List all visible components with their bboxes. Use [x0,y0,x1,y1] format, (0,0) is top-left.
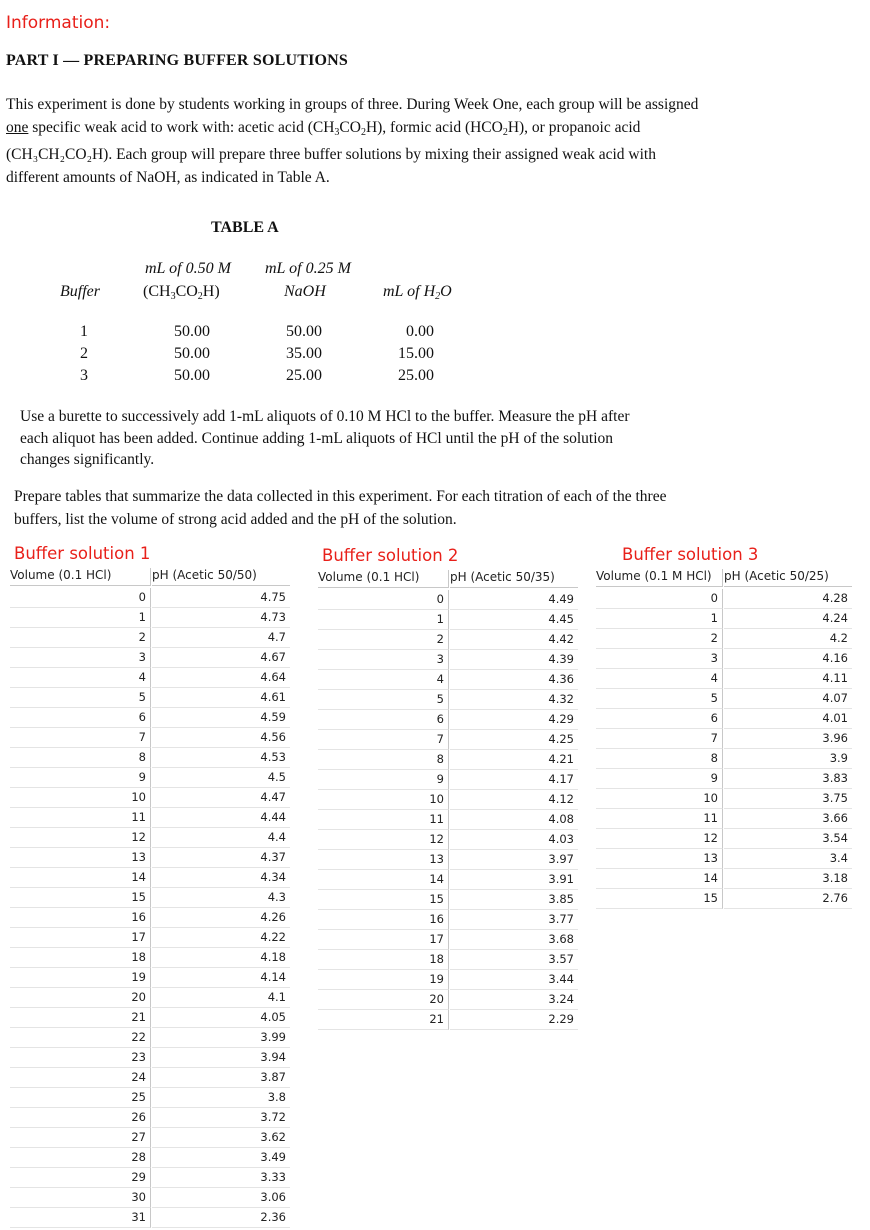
buffer-2-volume-cell: 16 [318,910,449,930]
buffer-2-ph-cell: 4.42 [450,630,578,650]
table-a-naoh-header-line1: mL of 0.25 M [265,260,351,277]
buffer-3-ph-cell: 3.54 [724,829,852,849]
table-a-cell-naoh: 25.00 [286,367,322,384]
buffer-1-ph-cell: 2.36 [152,1208,290,1228]
buffer-2-volume-cell: 3 [318,650,449,670]
buffer-3-volume-cell: 1 [596,609,723,629]
buffer-3-ph-cell: 4.11 [724,669,852,689]
table-a-cell-buffer: 3 [80,367,88,384]
buffer-1-volume-cell: 30 [10,1188,151,1208]
buffer-1-volume-cell: 26 [10,1108,151,1128]
table-a-cell-naoh: 35.00 [286,345,322,362]
information-label: Information: [6,13,111,33]
buffer-2-volume-cell: 18 [318,950,449,970]
buffer-2-volume-cell: 12 [318,830,449,850]
buffer-1-ph-cell: 4.44 [152,808,290,828]
buffer-1-ph-cell: 4.3 [152,888,290,908]
buffer-2-ph-cell: 4.45 [450,610,578,630]
buffer-2-ph-cell: 3.44 [450,970,578,990]
buffer-3-volume-cell: 3 [596,649,723,669]
buffer-1-volume-cell: 23 [10,1048,151,1068]
buffer-1-ph-cell: 4.37 [152,848,290,868]
buffer-1-volume-cell: 18 [10,948,151,968]
buffer-1-title: Buffer solution 1 [14,544,151,563]
buffer-1-ph-cell: 4.05 [152,1008,290,1028]
table-a-buffer-header: Buffer [60,283,100,300]
buffer-1-ph-header: pH (Acetic 50/50) [152,568,290,586]
buffer-3-volume-header: Volume (0.1 M HCl) [596,569,723,587]
buffer-1-volume-cell: 3 [10,648,151,668]
buffer-1-volume-cell: 7 [10,728,151,748]
buffer-2-ph-cell: 2.29 [450,1010,578,1030]
buffer-2-volume-cell: 20 [318,990,449,1010]
buffer-2-volume-cell: 2 [318,630,449,650]
buffer-1-volume-cell: 0 [10,588,151,608]
buffer-1-volume-cell: 5 [10,688,151,708]
buffer-3-ph-cell: 3.18 [724,869,852,889]
table-a-cell-water: 0.00 [406,323,434,340]
part-title: PART I — PREPARING BUFFER SOLUTIONS [6,52,349,69]
table-a-cell-buffer: 2 [80,345,88,362]
buffer-1-ph-cell: 3.62 [152,1128,290,1148]
buffer-1-ph-cell: 4.4 [152,828,290,848]
buffer-2-volume-cell: 19 [318,970,449,990]
buffer-1-volume-cell: 29 [10,1168,151,1188]
buffer-2-ph-cell: 4.12 [450,790,578,810]
buffer-2-ph-cell: 4.29 [450,710,578,730]
buffer-2-ph-cell: 4.21 [450,750,578,770]
buffer-3-volume-cell: 13 [596,849,723,869]
buffer-2-ph-cell: 3.97 [450,850,578,870]
buffer-3-ph-cell: 3.4 [724,849,852,869]
buffer-2-volume-cell: 10 [318,790,449,810]
table-a-title: TABLE A [211,219,279,236]
buffer-1-ph-cell: 3.8 [152,1088,290,1108]
buffer-3-volume-cell: 11 [596,809,723,829]
buffer-1-ph-cell: 3.94 [152,1048,290,1068]
buffer-1-volume-cell: 1 [10,608,151,628]
buffer-1-volume-cell: 2 [10,628,151,648]
buffer-1-volume-cell: 22 [10,1028,151,1048]
buffer-1-ph-cell: 4.26 [152,908,290,928]
buffer-1-volume-cell: 10 [10,788,151,808]
buffer-2-ph-cell: 3.68 [450,930,578,950]
buffer-2-ph-cell: 3.91 [450,870,578,890]
buffer-2-volume-cell: 0 [318,590,449,610]
buffer-1-ph-cell: 4.5 [152,768,290,788]
buffer-1-ph-cell: 4.56 [152,728,290,748]
buffer-3-ph-header: pH (Acetic 50/25) [724,569,852,587]
buffer-2-title: Buffer solution 2 [322,546,459,565]
buffer-3-ph-cell: 4.01 [724,709,852,729]
buffer-1-ph-cell: 3.99 [152,1028,290,1048]
buffer-3-volume-cell: 6 [596,709,723,729]
buffer-1-ph-cell: 3.33 [152,1168,290,1188]
buffer-1-volume-cell: 6 [10,708,151,728]
buffer-1-volume-cell: 16 [10,908,151,928]
buffer-1-volume-cell: 17 [10,928,151,948]
buffer-2-ph-cell: 4.32 [450,690,578,710]
buffer-1-ph-cell: 4.7 [152,628,290,648]
buffer-2-volume-cell: 8 [318,750,449,770]
buffer-3-volume-cell: 4 [596,669,723,689]
buffer-2-volume-cell: 17 [318,930,449,950]
buffer-1-ph-cell: 3.72 [152,1108,290,1128]
table-a-cell-water: 25.00 [398,367,434,384]
buffer-1-ph-cell: 3.06 [152,1188,290,1208]
table-a-cell-naoh: 50.00 [286,323,322,340]
buffer-2-ph-cell: 4.39 [450,650,578,670]
buffer-3-ph-cell: 3.9 [724,749,852,769]
buffer-3-volume-cell: 9 [596,769,723,789]
buffer-1-volume-cell: 24 [10,1068,151,1088]
table-a-naoh-header-line2: NaOH [284,283,326,300]
table-a-acid-header-line2: $(CH_3CO_2H)$ [143,283,220,302]
buffer-3-ph-cell: 4.28 [724,589,852,609]
table-a-water-header: mL of $H_2O$ [383,283,452,302]
table-a-cell-acid: 50.00 [174,323,210,340]
buffer-1-volume-cell: 4 [10,668,151,688]
buffer-3-volume-cell: 7 [596,729,723,749]
buffer-1-volume-cell: 28 [10,1148,151,1168]
buffer-3-ph-cell: 2.76 [724,889,852,909]
instructions-paragraph: Use a burette to successively add 1-mL aliquots of 0.10 M HCl to the buffer. Measure the pH after each aliquot has been added. Continue adding 1-mL aliquots of HCl until the pH of the solution changes significantly. [20,408,630,468]
buffer-3-volume-cell: 8 [596,749,723,769]
buffer-1-volume-cell: 11 [10,808,151,828]
buffer-3-ph-cell: 4.24 [724,609,852,629]
buffer-3-volume-cell: 5 [596,689,723,709]
buffer-2-ph-header: pH (Acetic 50/35) [450,570,578,588]
buffer-3-volume-cell: 12 [596,829,723,849]
buffer-1-ph-cell: 4.47 [152,788,290,808]
intro-paragraph: This experiment is done by students working in groups of three. During Week One, each group will be assigned one specific weak acid to work with: acetic acid $(CH_3CO_2H)$, formic acid $(HCO_2H)$, or propanoic acid (CH₃CH₂CO₂H). Each group will prepare three buffer solutions by mixing their assigned weak acid with different amounts of NaOH, as indicated in Table A. [6,96,699,186]
buffer-1-volume-cell: 9 [10,768,151,788]
buffer-1-ph-cell: 4.53 [152,748,290,768]
buffer-1-ph-cell: 3.49 [152,1148,290,1168]
buffer-1-volume-cell: 31 [10,1208,151,1228]
buffer-2-ph-cell: 3.77 [450,910,578,930]
buffer-1-ph-cell: 4.73 [152,608,290,628]
buffer-2-volume-cell: 11 [318,810,449,830]
buffer-1-volume-cell: 19 [10,968,151,988]
buffer-3-ph-cell: 3.66 [724,809,852,829]
buffer-3-volume-cell: 10 [596,789,723,809]
table-a-cell-acid: 50.00 [174,345,210,362]
buffer-1-volume-cell: 14 [10,868,151,888]
buffer-3-ph-cell: 4.2 [724,629,852,649]
buffer-2-volume-cell: 13 [318,850,449,870]
table-a-cell-water: 15.00 [398,345,434,362]
buffer-1-ph-cell: 4.22 [152,928,290,948]
buffer-2-ph-cell: 4.49 [450,590,578,610]
buffer-2-volume-cell: 5 [318,690,449,710]
buffer-2-volume-cell: 7 [318,730,449,750]
buffer-1-ph-cell: 4.14 [152,968,290,988]
buffer-1-volume-cell: 13 [10,848,151,868]
buffer-1-ph-cell: 4.67 [152,648,290,668]
buffer-2-ph-cell: 4.25 [450,730,578,750]
table-a-acid-header-line1: mL of 0.50 M [145,260,231,277]
buffer-2-volume-header: Volume (0.1 HCl) [318,570,449,588]
buffer-3-title: Buffer solution 3 [622,545,759,564]
buffer-1-ph-cell: 4.34 [152,868,290,888]
buffer-2-volume-cell: 4 [318,670,449,690]
buffer-2-ph-cell: 3.24 [450,990,578,1010]
buffer-3-volume-cell: 15 [596,889,723,909]
buffer-2-ph-cell: 4.03 [450,830,578,850]
buffer-2-ph-cell: 3.85 [450,890,578,910]
buffer-1-volume-cell: 8 [10,748,151,768]
buffer-3-ph-cell: 3.75 [724,789,852,809]
buffer-2-volume-cell: 9 [318,770,449,790]
buffer-2-ph-cell: 3.57 [450,950,578,970]
buffer-3-volume-cell: 0 [596,589,723,609]
buffer-2-ph-cell: 4.17 [450,770,578,790]
buffer-1-ph-cell: 4.1 [152,988,290,1008]
buffer-3-volume-cell: 14 [596,869,723,889]
buffer-1-volume-cell: 27 [10,1128,151,1148]
table-a-cell-buffer: 1 [80,323,88,340]
buffer-1-ph-cell: 3.87 [152,1068,290,1088]
buffer-1-volume-header: Volume (0.1 HCl) [10,568,151,586]
buffer-3-ph-cell: 4.16 [724,649,852,669]
prepare-tables-paragraph: Prepare tables that summarize the data collected in this experiment. For each titration of each of the three buffers, list the volume of strong acid added and the pH of the solution. [14,488,667,528]
buffer-2-volume-cell: 6 [318,710,449,730]
buffer-2-volume-cell: 21 [318,1010,449,1030]
buffer-1-ph-cell: 4.59 [152,708,290,728]
buffer-3-ph-cell: 3.83 [724,769,852,789]
buffer-1-ph-cell: 4.61 [152,688,290,708]
buffer-1-ph-cell: 4.64 [152,668,290,688]
buffer-1-volume-cell: 21 [10,1008,151,1028]
buffer-1-volume-cell: 15 [10,888,151,908]
buffer-3-ph-cell: 3.96 [724,729,852,749]
buffer-1-ph-cell: 4.18 [152,948,290,968]
buffer-1-volume-cell: 25 [10,1088,151,1108]
buffer-2-volume-cell: 1 [318,610,449,630]
buffer-2-volume-cell: 15 [318,890,449,910]
buffer-2-ph-cell: 4.08 [450,810,578,830]
table-a-cell-acid: 50.00 [174,367,210,384]
buffer-3-ph-cell: 4.07 [724,689,852,709]
buffer-1-volume-cell: 20 [10,988,151,1008]
buffer-1-ph-cell: 4.75 [152,588,290,608]
buffer-2-volume-cell: 14 [318,870,449,890]
buffer-2-ph-cell: 4.36 [450,670,578,690]
buffer-3-volume-cell: 2 [596,629,723,649]
buffer-1-volume-cell: 12 [10,828,151,848]
